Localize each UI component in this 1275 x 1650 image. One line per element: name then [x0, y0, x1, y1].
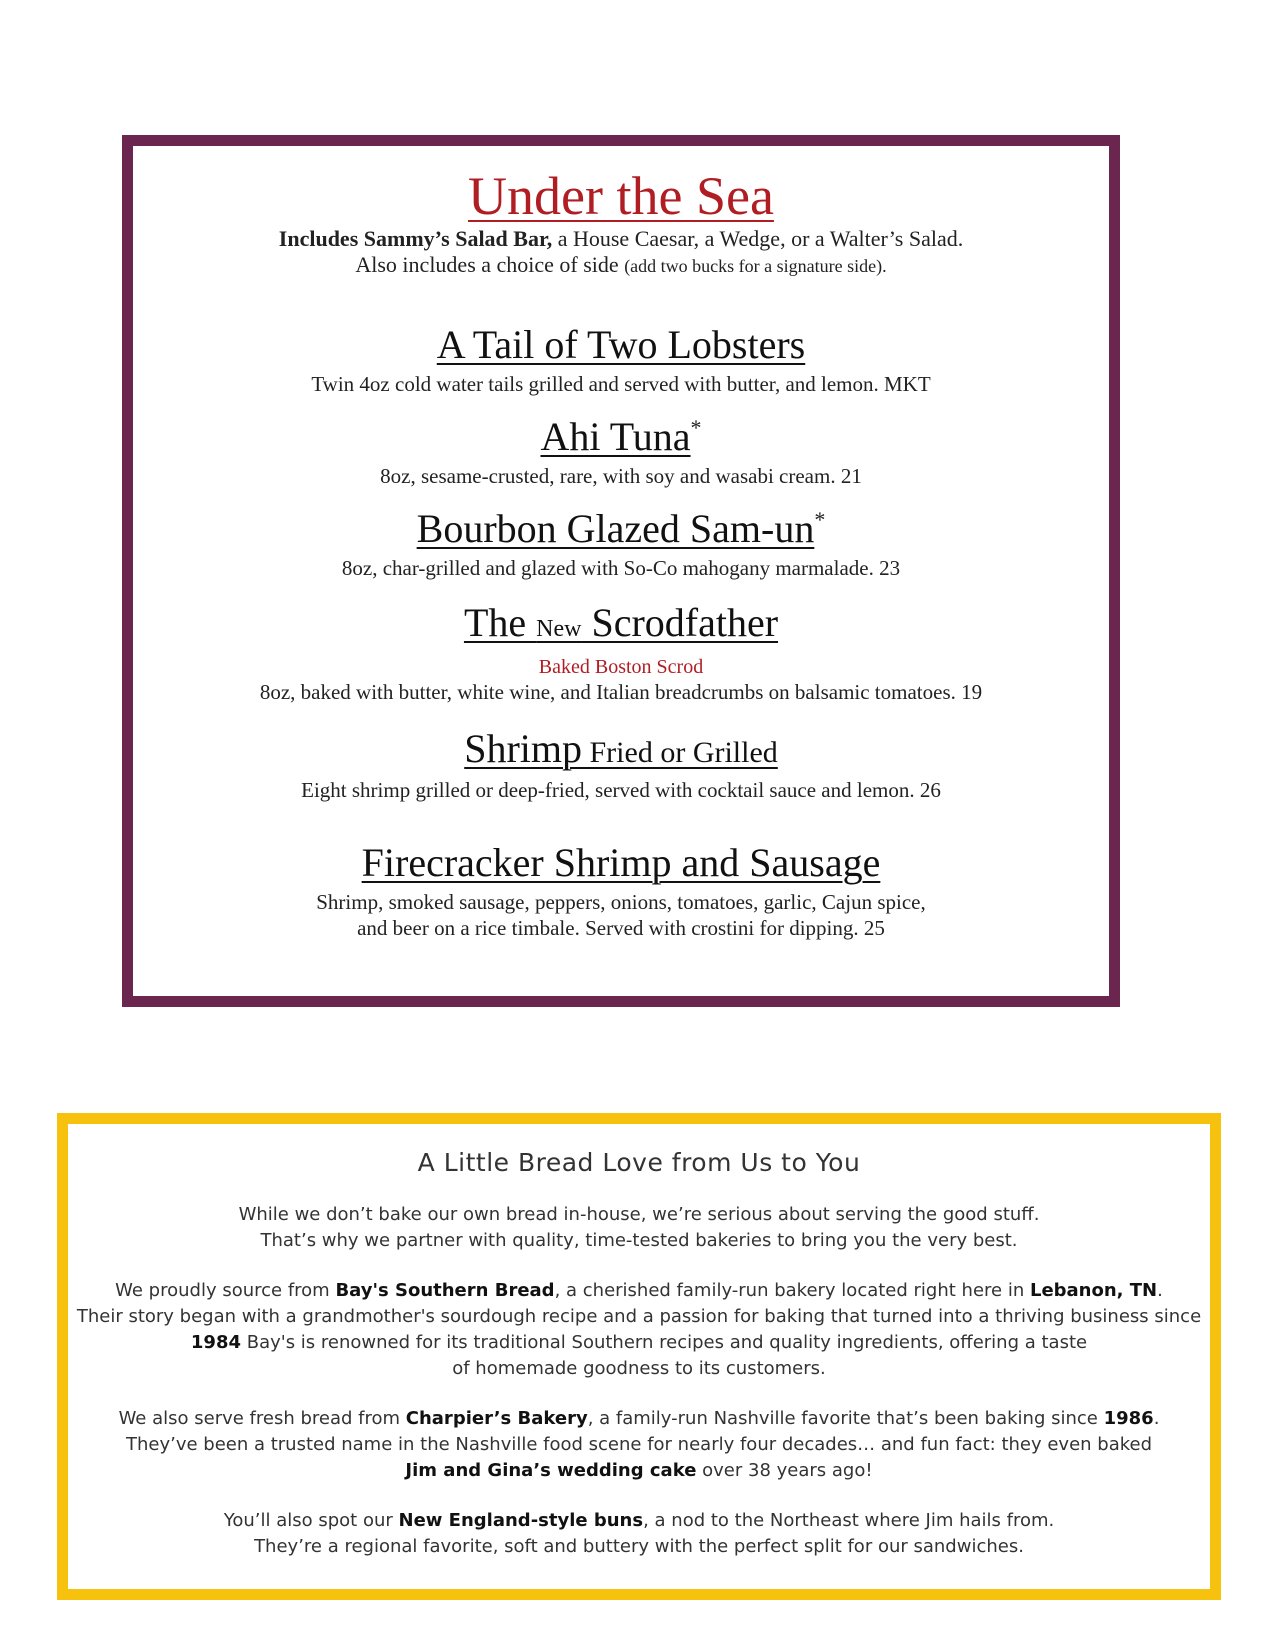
intro-bold: Includes Sammy’s Salad Bar, [278, 226, 553, 251]
intro-line2: Also includes a choice of side [355, 252, 625, 277]
location-lebanon: Lebanon, TN [1029, 1280, 1158, 1301]
menu-item-scrodfather [133, 601, 1109, 705]
bread-paragraph-intro: While we don’t bake our own bread in-house, we’re serious about serving the good stuff. That’s why we partner with quality, time-tested bakeries to bring you the very best. [238, 1204, 1040, 1251]
buns-name: New England-style buns [398, 1510, 644, 1531]
item-name: Bourbon Glazed Sam-un [416, 506, 815, 551]
menu-item-firecracker [133, 841, 1109, 941]
bread-paragraph-buns: You’ll also spot our New England-style buns, a nod to the Northeast where Jim hails from. They’re a regional favorite, soft and buttery with the perfect split for our sandwiches. [223, 1510, 1055, 1557]
item-desc: Eight shrimp grilled or deep-fried, served with cocktail sauce and lemon. 26 [301, 778, 941, 802]
item-name: Shrimp Fried or Grilled [464, 726, 778, 771]
item-desc: 8oz, char-grilled and glazed with So-Co mahogany marmalade. 23 [341, 556, 901, 580]
seafood-menu-section [122, 135, 1120, 1007]
bread-info-section [57, 1113, 1221, 1600]
item-name: The New Scrodfather [463, 600, 779, 645]
bakery-name-charpiers: Charpier’s Bakery [405, 1408, 588, 1429]
bread-title: A Little Bread Love from Us to You [417, 1148, 861, 1177]
item-desc: Shrimp, smoked sausage, peppers, onions, tomatoes, garlic, Cajun spice, and beer on a rice timbale. Served with crostini for dipping. 25 [316, 890, 926, 940]
item-name: Ahi Tuna [540, 414, 691, 459]
item-name: Firecracker Shrimp and Sausage [361, 840, 881, 885]
bakery-name-bays: Bay's Southern Bread [335, 1280, 555, 1301]
intro-rest: a House Caesar, a Wedge, or a Walter’s Salad. [552, 226, 964, 251]
raw-notice-star: * [814, 507, 826, 532]
menu-intro [133, 226, 1109, 279]
item-desc: 8oz, sesame-crusted, rare, with soy and wasabi cream. 21 [380, 464, 862, 488]
menu-item-lobsters [133, 323, 1109, 397]
intro-line2-note: (add two bucks for a signature side). [624, 256, 887, 276]
menu-item-shrimp [133, 727, 1109, 803]
item-desc: Twin 4oz cold water tails grilled and served with butter, and lemon. MKT [311, 372, 931, 396]
item-subtitle: Baked Boston Scrod [538, 656, 704, 678]
raw-notice-star: * [690, 415, 702, 440]
bread-paragraph-charpiers: We also serve fresh bread from Charpier’s Bakery, a family-run Nashville favorite that’s been baking since 1986. They’ve been a trusted name in the Nashville food scene for nearly four decades… and fun fact: they even baked Jim and Gina’s wedding cake over 38 years ago! [118, 1408, 1160, 1481]
bread-paragraph-bays: We proudly source from Bay's Southern Bread, a cherished family-run bakery located right here in Lebanon, TN. Their story began with a grandmother's sourdough recipe and a passion for baking that turned into a thriving business since 1984 Bay's is renowned for its traditional Southern recipes and quality ingredients, offering a taste of homemade goodness to its customers. [76, 1280, 1202, 1379]
menu-title: Under the Sea [468, 166, 774, 226]
item-desc: 8oz, baked with butter, white wine, and Italian breadcrumbs on balsamic tomatoes. 19 [259, 680, 983, 704]
menu-item-salmon [133, 507, 1109, 581]
item-name: A Tail of Two Lobsters [436, 322, 806, 367]
menu-item-ahi-tuna [133, 415, 1109, 489]
